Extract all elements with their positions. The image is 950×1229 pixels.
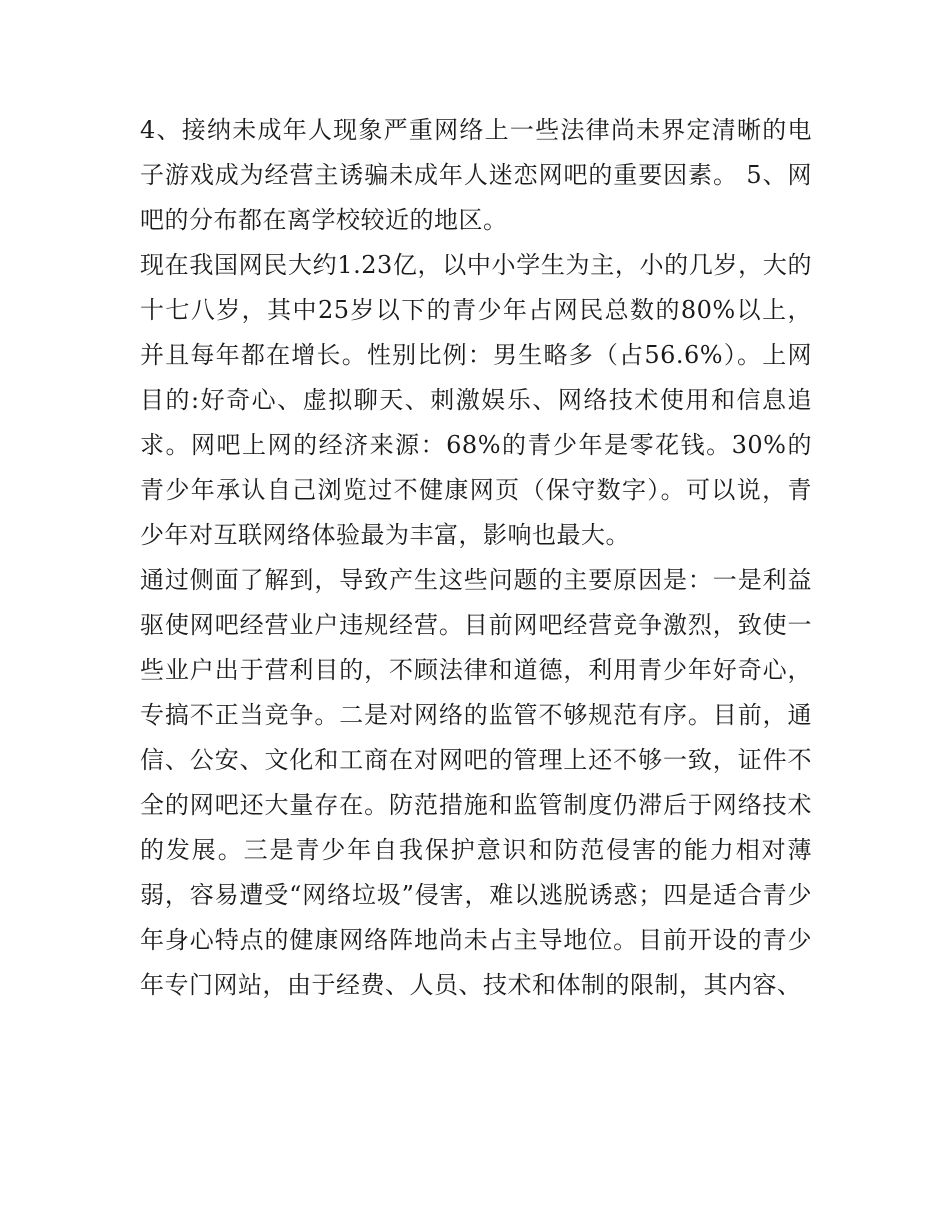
- paragraph-internet-cafe-factors: 4、接纳未成年人现象严重网络上一些法律尚未界定清晰的电子游戏成为经营主诱骗未成年人迷恋网吧的重要因素。 5、网吧的分布都在离学校较近的地区。: [140, 116, 812, 234]
- paragraph-main-causes: 通过侧面了解到，导致产生这些问题的主要原因是：一是利益驱使网吧经营业户违规经营。目前网吧经营竞争激烈，致使一些业户出于营利目的，不顾法律和道德，利用青少年好奇心，专搞不正当竞争。二是对网络的监管不够规范有序。目前，通信、公安、文化和工商在对网吧的管理上还不够一致，证件不全的网吧还大量存在。防范措施和监管制度仍滞后于网络技术的发展。三是青少年自我保护意识和防范侵害的能力相对薄弱，容易遭受“网络垃圾”侵害，难以逃脱诱惑；四是适合青少年身心特点的健康网络阵地尚未占主导地位。目前开设的青少年专门网站，由于经费、人员、技术和体制的限制，其内容、: [140, 566, 812, 999]
- document-body: [140, 108, 812, 1008]
- paragraph-netizen-statistics: 现在我国网民大约1.23亿，以中小学生为主，小的几岁，大的十七八岁，其中25岁以下的青少年占网民总数的80%以上，并且每年都在增长。性别比例：男生略多（占56.6%）。上网目的:好奇心、虚拟聊天、刺激娱乐、网络技术使用和信息追求。网吧上网的经济来源：68%的青少年是零花钱。30%的青少年承认自己浏览过不健康网页（保守数字）。可以说，青少年对互联网络体验最为丰富，影响也最大。: [140, 251, 812, 549]
